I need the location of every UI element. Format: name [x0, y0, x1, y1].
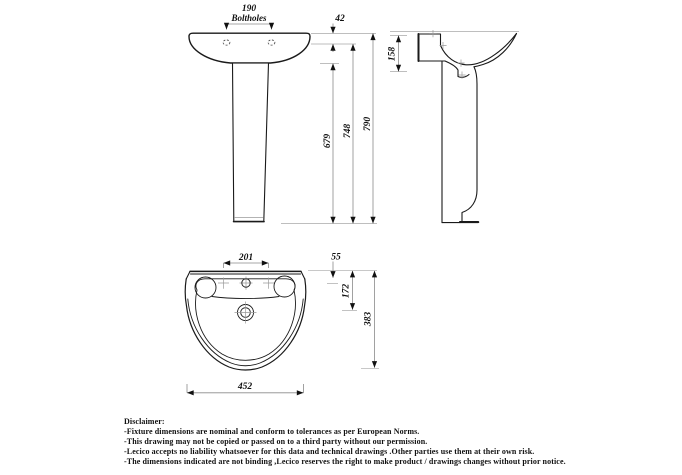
dim-190-label: 190: [241, 4, 257, 14]
basin-outline: [189, 33, 310, 63]
bowl-front-rim: [474, 34, 517, 67]
side-view: [419, 30, 517, 223]
dim-452-label: 452: [237, 382, 253, 392]
dim-55-label: 55: [331, 252, 341, 263]
front-view: [189, 33, 310, 221]
plan-outer-outline: [185, 279, 306, 370]
dim-679-label: 679: [323, 133, 333, 149]
bolthole-right: [268, 40, 275, 45]
dim-158-label: 158: [387, 46, 398, 62]
dim-790-label: 790: [363, 116, 373, 132]
plan-recess-left: [195, 277, 216, 298]
drain-centerlines: [235, 302, 257, 324]
dim-172-label: 172: [341, 283, 352, 299]
dim-201-label: 201: [238, 253, 254, 263]
dim-748-label: 748: [343, 123, 353, 139]
disclaimer-line: -The dimensions indicated are not binding ,Lecico reserves the right to make product / drawings changes without prior notice.: [124, 457, 566, 466]
dim-383-label: 383: [363, 311, 374, 327]
disclaimer-title: Disclaimer:: [124, 417, 165, 426]
plan-shelf-line: [212, 297, 279, 299]
centerline-cross: [458, 60, 465, 67]
construction-lines: [281, 32, 519, 369]
boltholes-label: Boltholes: [231, 13, 267, 23]
bolthole-left: [223, 40, 230, 45]
bowl-inner-profile: [441, 34, 517, 65]
dim-42-label: 42: [335, 14, 345, 24]
disclaimer-line: -Fixture dimensions are nominal and conform to tolerances as per European Norms.: [124, 427, 420, 436]
disclaimer-line: -Lecico accepts no liability whatsoever for this data and technical drawings .Other parties use them at their own risk.: [124, 447, 535, 456]
disclaimer-block: [124, 417, 594, 467]
pedestal-sides: [233, 63, 269, 221]
disclaimer-line: -This drawing may not be copied or passed on to a third party without our permission.: [124, 437, 428, 446]
plan-view: [185, 271, 306, 370]
centerline-cross: [430, 30, 437, 37]
dimensions: [187, 4, 399, 393]
pedestal-front-profile: [462, 67, 477, 223]
